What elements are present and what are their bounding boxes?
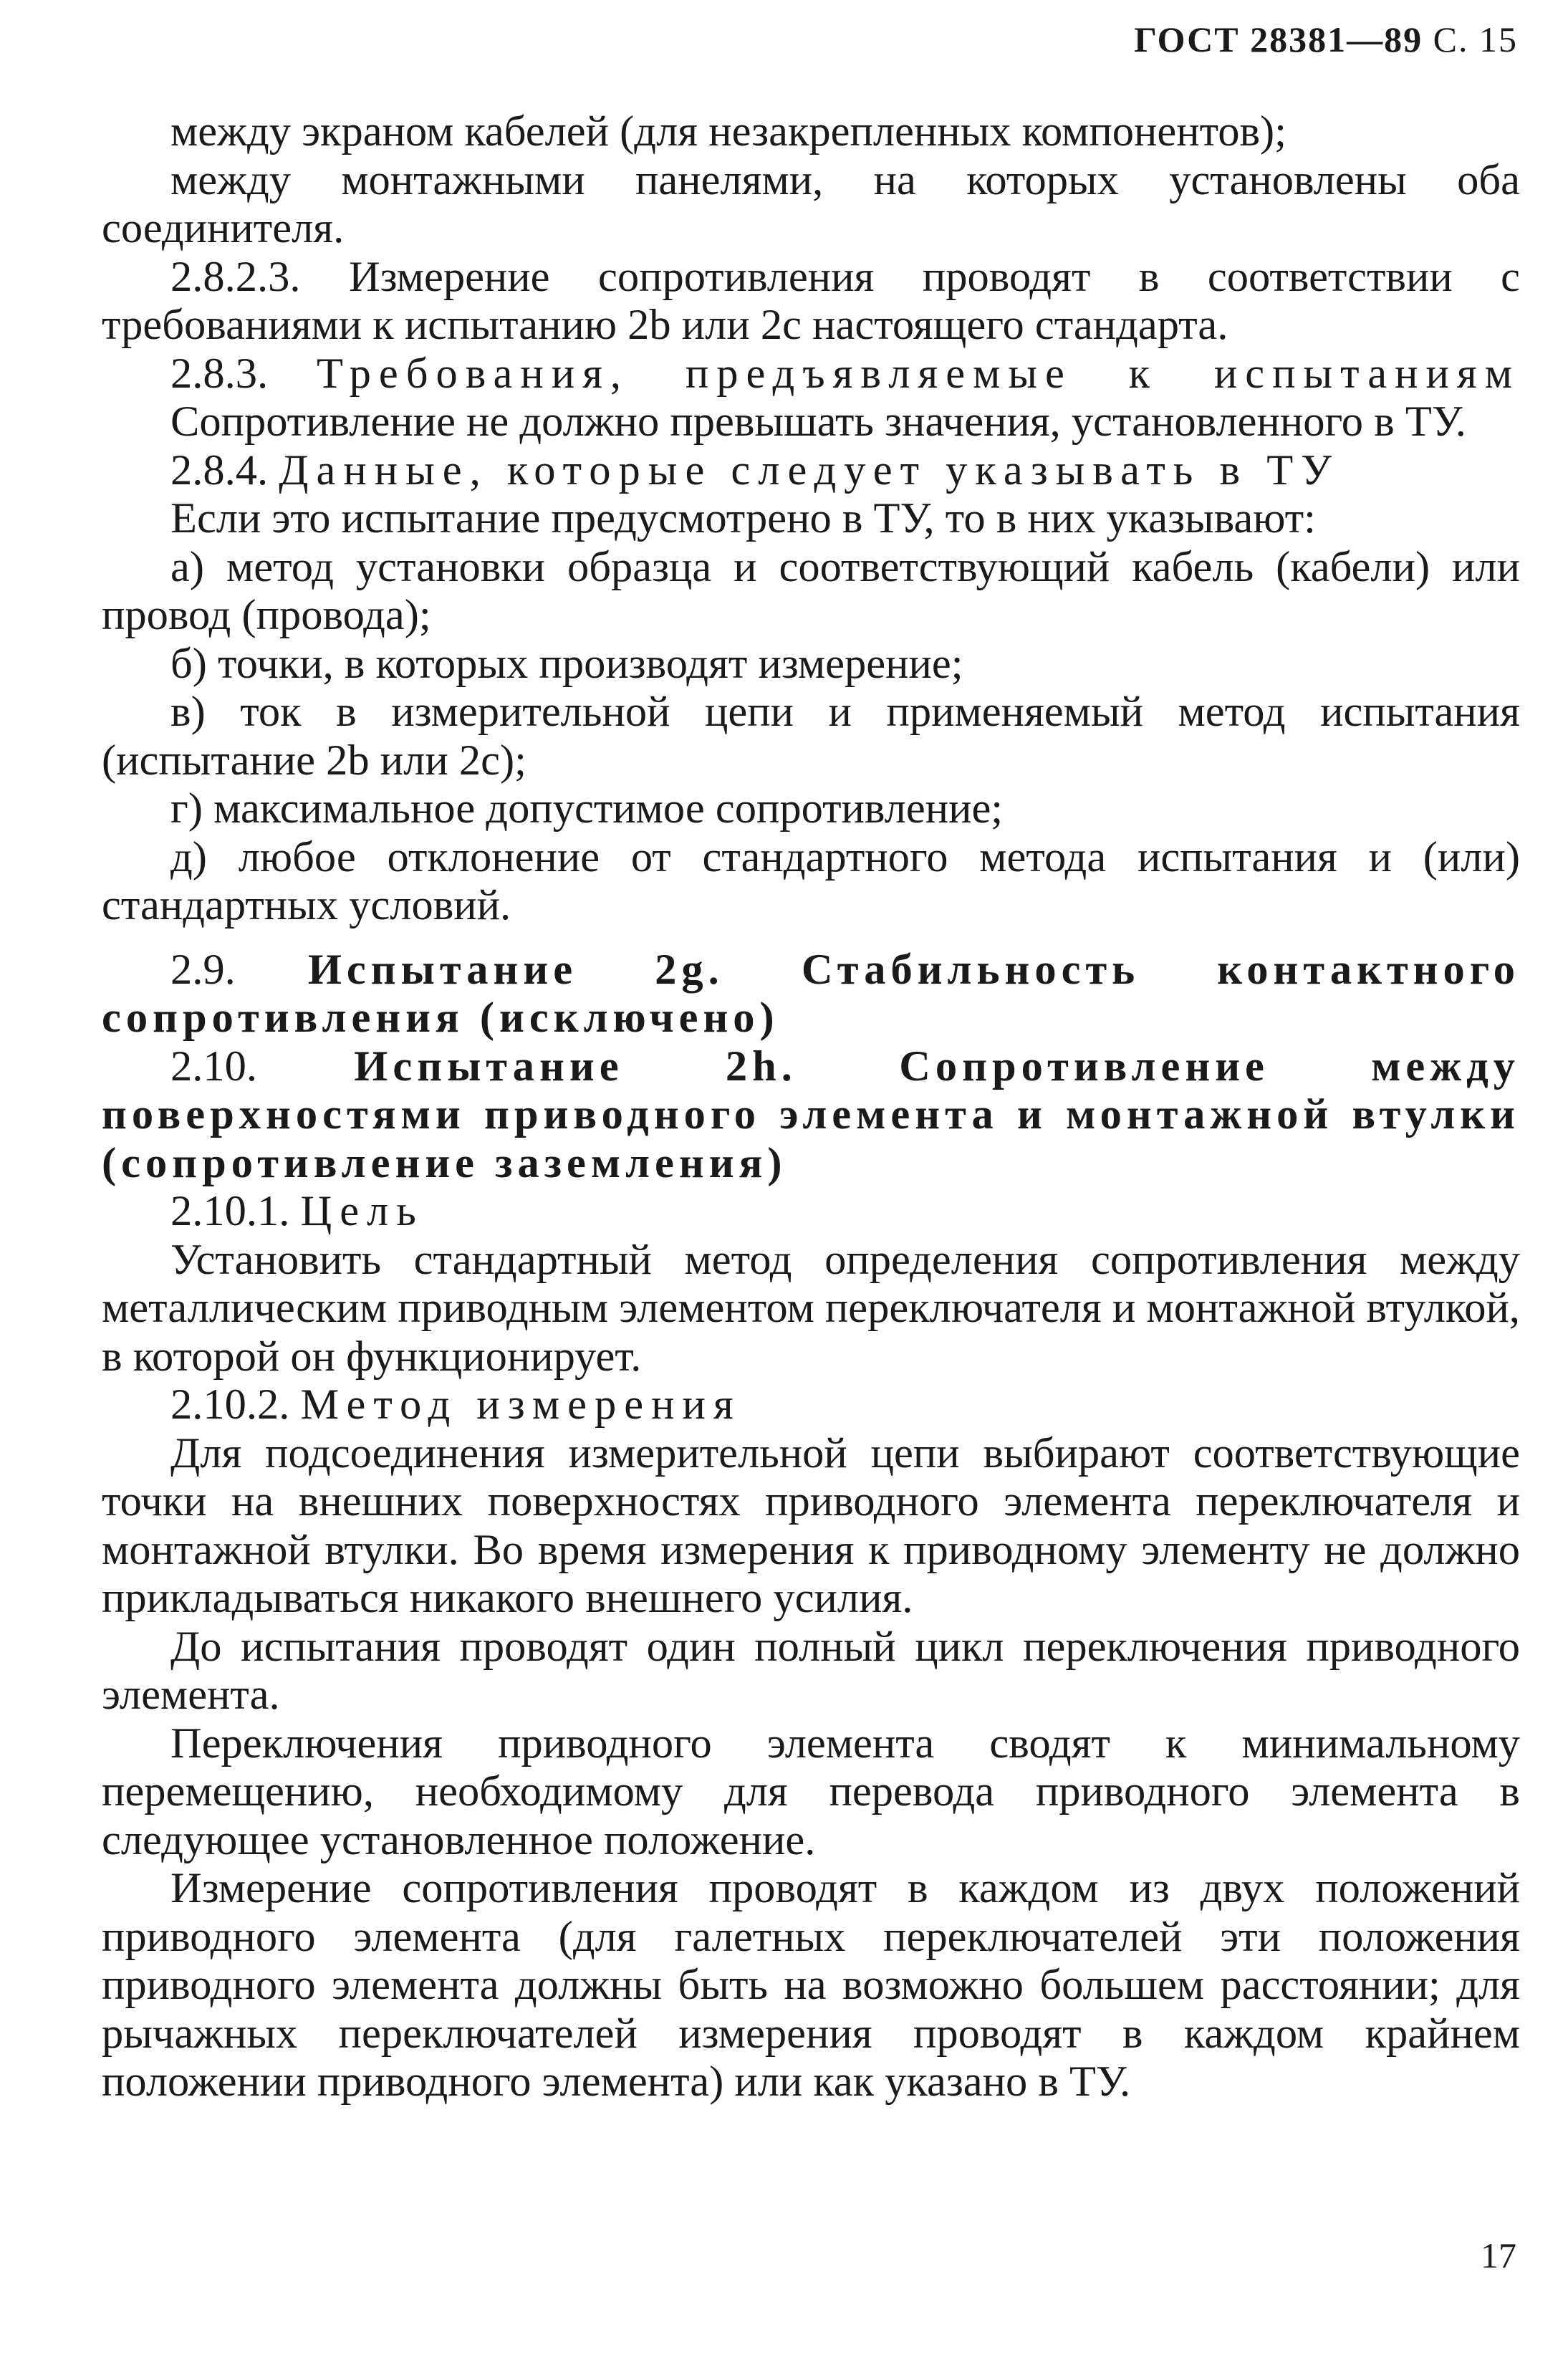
list-item: а) метод установки образца и соответствующий кабель (кабели) или провод (провода); (102, 542, 1520, 639)
method-paragraph: Для подсоединения измерительной цепи выбирают соответствующие точки на внешних поверхностях приводного элемента переключателя и монтажной втулки. Во время измерения к приводному элементу не должно прикладываться никакого внешнего усилия. (102, 1429, 1520, 1622)
clause-number: 2.10.1. (170, 1187, 290, 1235)
page-header (1134, 21, 1518, 57)
clause-2-8-3-heading (102, 350, 1520, 398)
clause-number: 2.8.2.3. (170, 252, 301, 301)
clause-2-10-1-heading (102, 1187, 1520, 1236)
clause-text: Измерение сопротивления проводят в соответствии с требованиями к испытанию 2b или 2c настоящего стандарта. (102, 252, 1521, 349)
clause-2-10-1-text: Установить стандартный метод определения сопротивления между металлическим приводным элементом переключателя и монтажной втулкой, в которой он функционирует. (102, 1235, 1520, 1381)
clause-2-10-2-heading (102, 1381, 1520, 1429)
list-item: б) точки, в которых производят измерение; (170, 639, 963, 688)
clause-title: Метод измерения (300, 1381, 741, 1429)
method-paragraph: Переключения приводного элемента сводят к минимальному перемещению, необходимому для перевода приводного элемента в следующее установленное положение. (102, 1719, 1520, 1864)
clause-number: 2.9. (170, 945, 236, 994)
clause-title: Данные, которые следует указывать в ТУ (279, 446, 1339, 494)
page-body (102, 107, 1520, 2106)
clause-2-8-4-heading (102, 446, 1520, 495)
paragraph-cable-screen: между экраном кабелей (для незакрепленных компонентов); (170, 107, 1286, 155)
clause-title: Испытание 2g. Стабильность контактного сопротивления (исключено) (102, 945, 1520, 1042)
method-paragraph: До испытания проводят один полный цикл переключения приводного элемента. (102, 1622, 1520, 1719)
list-item: в) ток в измерительной цепи и применяемый метод испытания (испытание 2b или 2c); (102, 688, 1520, 785)
clause-number: 2.10.2. (170, 1381, 290, 1429)
clause-2-8-4-intro: Если это испытание предусмотрено в ТУ, то в них указывают: (170, 494, 1316, 542)
paragraph-mounting-panels: между монтажными панелями, на которых установлены оба соединителя. (102, 155, 1520, 252)
clause-2-10-heading (102, 1042, 1520, 1188)
clause-title: Испытание 2h. Сопротивление между поверхностями приводного элемента и монтажной втулки (сопротивление заземления) (102, 1042, 1520, 1187)
page-reference: С. 15 (1433, 19, 1518, 59)
standard-designation: ГОСТ 28381—89 (1134, 19, 1423, 59)
clause-number: 2.8.3. (170, 349, 269, 398)
page-number: 17 (1481, 2235, 1516, 2275)
clause-2-8-2-3 (102, 253, 1520, 350)
method-paragraph: Измерение сопротивления проводят в каждом из двух положений приводного элемента (для галетных переключателей эти положения приводного элемента должны быть на возможно большем расстоянии; для рычажных переключателей измерения проводят в каждом крайнем положении приводного элемента) или как указано в ТУ. (102, 1864, 1520, 2106)
clause-title: Требования, предъявляемые к испытаниям (316, 349, 1521, 398)
list-item: г) максимальное допустимое сопротивление; (170, 785, 1004, 833)
clause-title: Цель (300, 1187, 424, 1235)
clause-number: 2.8.4. (170, 446, 269, 494)
clause-2-9-heading (102, 946, 1520, 1042)
list-item: д) любое отклонение от стандартного метода испытания и (или) стандартных условий. (102, 833, 1520, 929)
clause-2-8-3-text: Сопротивление не должно превышать значения, установленного в ТУ. (170, 398, 1466, 446)
clause-number: 2.10. (170, 1042, 257, 1090)
